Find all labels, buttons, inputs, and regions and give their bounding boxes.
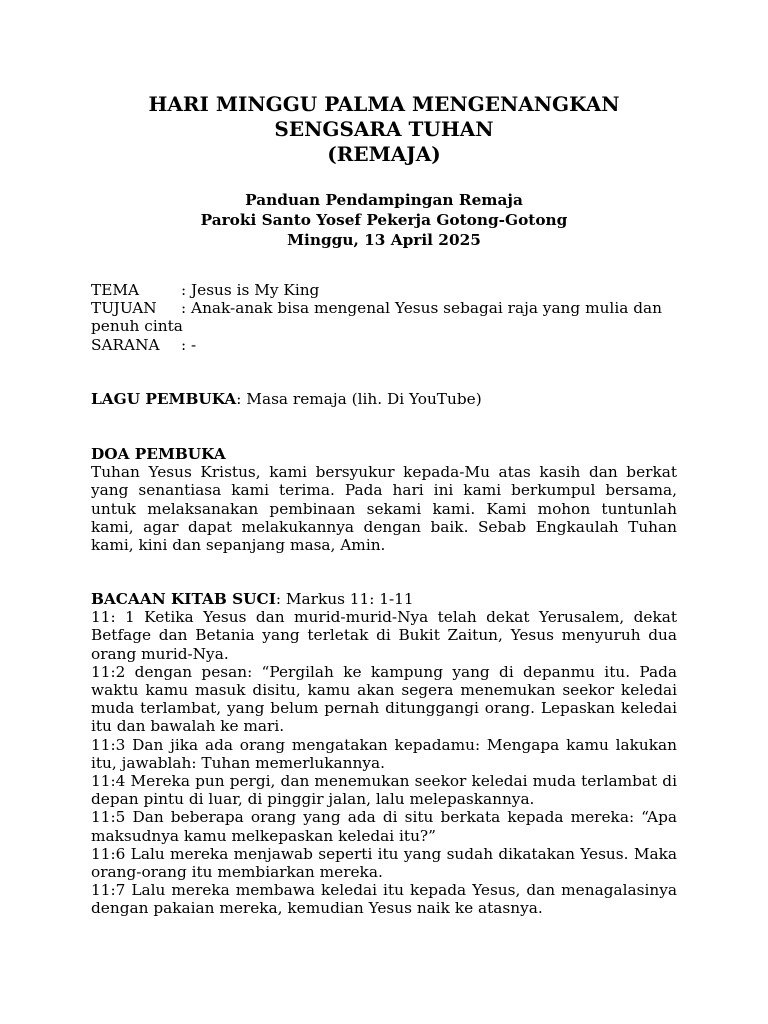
verse: 11:2 dengan pesan: “Pergilah ke kampung yang di depanmu itu. Pada waktu kamu masuk disitu, kamu akan segera menemukan seekor keledai muda terlambat, yang belum pernah ditunggangi orang. Lepaskan keledai itu dan bawalah ke mari. (91, 662, 677, 736)
meta-tema (91, 281, 677, 299)
meta-tujuan-value: : Anak-anak bisa mengenal Yesus sebagai raja yang mulia dan (181, 299, 662, 318)
verse: 11:6 Lalu mereka menjawab seperti itu yang sudah dikatakan Yesus. Maka orang-orang itu membiarkan mereka. (91, 844, 677, 882)
subtitle-line-2: Paroki Santo Yosef Pekerja Gotong-Gotong (200, 211, 568, 229)
bacaan-label: BACAAN KITAB SUCI (91, 590, 276, 608)
subtitle-line-3: Minggu, 13 April 2025 (287, 231, 481, 249)
lagu-label: LAGU PEMBUKA (91, 390, 237, 408)
bacaan-header (91, 590, 677, 608)
document-subtitle (0, 190, 768, 250)
meta-section (91, 281, 677, 354)
document-title (0, 92, 768, 167)
meta-tujuan-key: TUJUAN (91, 299, 157, 318)
doa-pembuka (91, 445, 677, 554)
subtitle-line-1: Panduan Pendampingan Remaja (245, 191, 523, 209)
bacaan-kitab-suci (91, 590, 677, 918)
doa-heading: DOA PEMBUKA (91, 445, 226, 463)
title-line-1: HARI MINGGU PALMA MENGENANGKAN (148, 92, 620, 116)
verse: 11:3 Dan jika ada orang mengatakan kepadamu: Mengapa kamu lakukan itu, jawablah: Tuhan memerlukannya. (91, 735, 677, 772)
lagu-text: : Masa remaja (lih. Di YouTube) (236, 390, 482, 408)
meta-tema-value: : Jesus is My King (181, 281, 320, 299)
title-line-3: (REMAJA) (327, 142, 441, 166)
title-line-2: SENGSARA TUHAN (274, 117, 494, 141)
verse: 11:5 Dan beberapa orang yang ada di situ berkata kepada mereka: “Apa maksudnya kamu melkepaskan keledai itu?” (91, 808, 677, 845)
meta-tujuan (91, 299, 677, 317)
meta-sarana-key: SARANA (91, 335, 160, 354)
lagu-pembuka (91, 390, 677, 408)
bacaan-ref: : Markus 11: 1-11 (275, 590, 414, 608)
verse: 11:4 Mereka pun pergi, dan menemukan seekor keledai muda terlambat di depan pintu di luar, di pinggir jalan, lalu melepaskannya. (91, 772, 677, 809)
verse: 11: 1 Ketika Yesus dan murid-murid-Nya telah dekat Yerusalem, dekat Betfage dan Betania yang terletak di Bukit Zaitun, Yesus menyuruh dua orang murid-Nya. (91, 608, 677, 663)
meta-tema-key: TEMA (91, 281, 140, 299)
meta-sarana (91, 336, 677, 354)
meta-tujuan-continued: penuh cinta (91, 317, 183, 336)
doa-body: Tuhan Yesus Kristus, kami bersyukur kepada-Mu atas kasih dan berkat yang senantiasa kami terima. Pada hari ini kami berkumpul bersama, untuk melaksanakan pembinaan sekami kami. Kami mohon tuntunlah kami, agar dapat melakukannya dengan baik. Sebab Engkaulah Tuhan kami, kini dan sepanjang masa, Amin. (91, 463, 677, 555)
verse: 11:7 Lalu mereka membawa keledai itu kepada Yesus, dan menagalasinya dengan pakaian mereka, kemudian Yesus naik ke atasnya. (91, 881, 677, 918)
meta-sarana-value: : - (181, 335, 197, 354)
